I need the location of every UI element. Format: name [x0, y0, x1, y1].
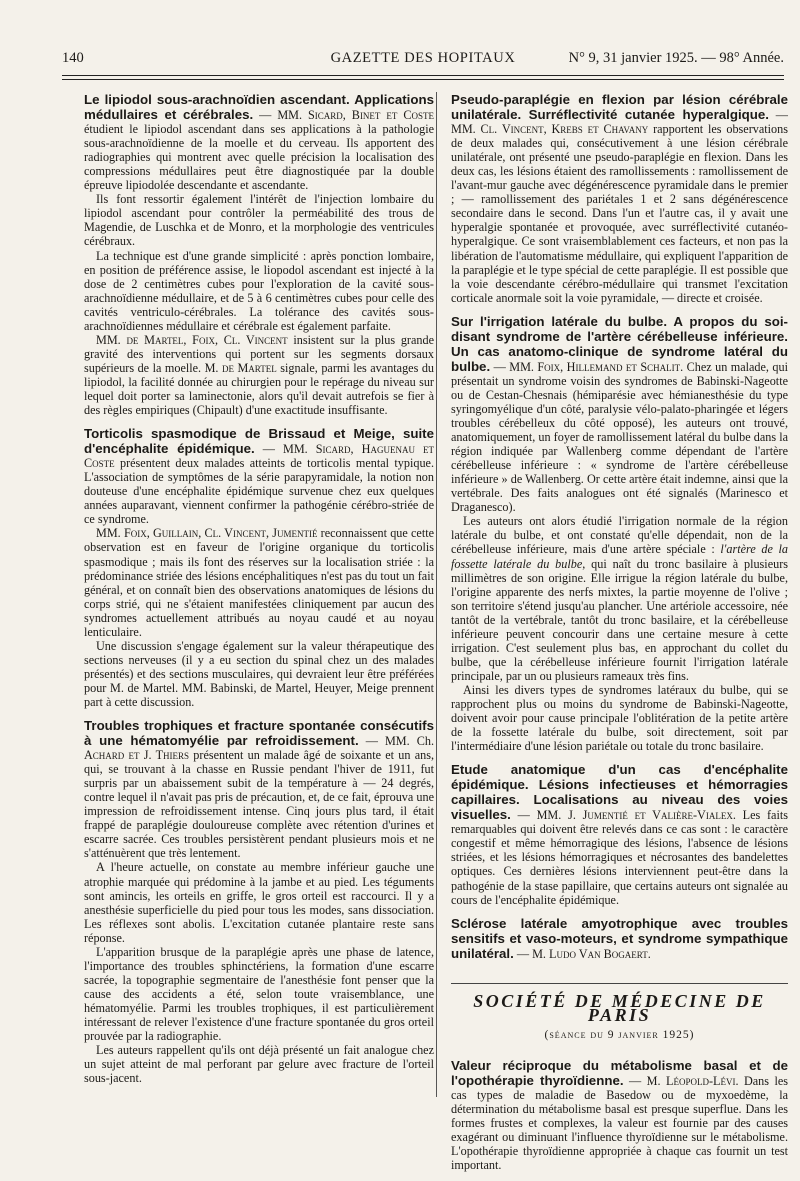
article-title: Pseudo-paraplégie en flexion par lésion cérébrale unilatérale. Surréflectivité cutanée hyperalgique. [451, 92, 788, 123]
article-paragraph: Ainsi les divers types de syndromes latéraux du bulbe, qui se rapprochent plus ou moins du syndrome de Babinski-Nageotte, doivent avoir pour cause principale l'oblitération de la petite artère de la fossette latérale du bulbe, soit directement, soit par l'intermédiaire d'une lésion pariétale ou totale du tronc basilaire. [451, 682, 788, 754]
article-paragraph: Troubles trophiques et fracture spontanée consécutifs à une hématomyélie par refroidissement. — MM. Ch. Achard et J. Thiers présentent un malade âgé de soixante et un ans, qui, se trouvant à la chasse en Russie pendant l'hiver de 1911, fut surpris par un abaissement subit de la température à — 24 degrés, contre lequel il n'avait pas pris de précaution, et, de ce fait, éprouva une impression de refroidissement intense. Cinq jours plus tard, il était frappé de paraplégie douloureuse complète avec rétention d'urines et escarre sacrée. Ces troubles persistèrent pendant plusieurs mois et ne s'atténuèrent que très lentement. [84, 718, 435, 861]
article-title: Valeur réciproque du métabolisme basal et de l'opothérapie thyroïdienne. [451, 1057, 788, 1088]
session-date: (séance du 9 janvier 1925) [544, 1028, 695, 1041]
article-paragraph: Pseudo-paraplégie en flexion par lésion cérébrale unilatérale. Surréflectivité cutanée hyperalgique. — MM. Cl. Vincent, Krebs et Chavany rapportent les observations de deux malades qui, consécutivement à une lésion cérébrale unilatérale, ont présenté une pseudo-paraplégie en flexion. Dans les deux cas, les lésions étaient des ramollissements : ramollissement de l'avant-mur gauche avec dégénérescence pyramidale dans le premier ; — ramollissement des pariétales 1 et 2 sans dégénérescence secondaire dans le second. Dans l'un et l'autre cas, il y avait une hyperalgie spontanée et provoquée, avec surréflectivité cutanéo-hyperalgique. Ce sont vraisemblablement ces facteurs, et non pas la libération de l'automatisme médullaire, qui expliquent l'apparition de la paraplégie et le type spécial de cette paraplégie. Il est possible que la voie descendante cérébro-médullaire qui transmet l'excitation corticale anormale soit la voie pyramidale, — directe et croisée. [451, 92, 788, 305]
article-paragraph: Valeur réciproque du métabolisme basal et de l'opothérapie thyroïdienne. — M. Léopold-Lévi. Dans les cas types de maladie de Basedow ou de myxoedème, la détermination du métabolisme basal est presque superflue. Dans les formes frustes et complexes, la valeur est fournie par des causes exagérant ou diminuant l'influence thyroïdienne sur le métabolisme. L'opothérapie thyroïdienne appropriée à chaque cas fournit un test important. [451, 1057, 788, 1173]
article-title: Torticolis spasmodique de Brissaud et Meige, suite d'encéphalite épidémique. [84, 426, 434, 457]
society-section-header [451, 983, 788, 1042]
journal-title: GAZETTE DES HOPITAUX [330, 50, 516, 66]
article-title: Le lipiodol sous-arachnoïdien ascendant. Applications médullaires et cérébrales. [84, 92, 434, 123]
authors: Sicard, Binet et Coste [308, 108, 434, 123]
authors: de Martel, Foix, Cl. Vincent [126, 332, 288, 347]
header-rule-top [62, 75, 784, 76]
article-paragraph: Ils font ressortir également l'intérêt de l'injection lombaire du lipiodol ascendant pour contrôler la perméabilité des trous de Magendie, de Luschka et de Monro, et la morphologie des ventricules cérébraux. [84, 192, 434, 249]
article-paragraph: MM. de Martel, Foix, Cl. Vincent insistent sur la plus grande gravité des interventions qui portent sur les segments dorsaux supérieurs de la moelle. M. de Martel signale, parmi les avantages du lipiodol, la facilité donnée au chirurgien pour le repérage du niveau sur lequel doit porter sa laminectonie, alors qu'il devait autrefois se fier à des règles empiriques (Chipault) d'une exactitude insuffisante. [84, 332, 435, 418]
article-title: Sclérose latérale amyotrophique avec troubles sensitifs et vaso-moteurs, et syndrome sympathique unilatéral. [451, 915, 788, 961]
article-irrigation-bulbe [451, 314, 788, 753]
issue-info: N° 9, 31 janvier 1925. — 98° Année. [568, 50, 784, 66]
authors: Sicard, Haguenau et Coste [84, 442, 434, 471]
article-paragraph: MM. Foix, Guillain, Cl. Vincent, Jumentié reconnaissent que cette observation est en faveur de l'origine organique du torticolis spasmodique ; mais ils font des réserves sur la localisation striée : la prédominance striée des lésions encéphalitiques n'est pas du tout un fait général, et on connaît bien des observations anatomiques de lésions du corps strié, qui ne s'étaient manifestées cliniquement par aucun des syndromes actuellement attribués au noyau caudé et au noyau lenticulaire. [84, 526, 434, 639]
authors: Foix, Guillain, Cl. Vincent, Jumentié [123, 526, 318, 541]
article-title: Sur l'irrigation latérale du bulbe. A propos du soi-disant syndrome de l'artère cérébelleuse inférieure. Un cas anatomo-clinique de syndrome latéral du bulbe. [451, 313, 788, 374]
authors: Léopold-Lévi [666, 1073, 736, 1088]
article-title: Troubles trophiques et fracture spontanée consécutifs à une hématomyélie par refroidissement. [84, 718, 434, 749]
society-title: SOCIÉTÉ DE MÉDECINE DE PARIS [473, 990, 766, 1025]
article-paragraph: Etude anatomique d'un cas d'encéphalite épidémique. Lésions infectieuses et hémorragies capillaires. Localisations au niveau des voies visuelles. — MM. J. Jumentié et Valière-Vialex. Les faits remarquables qui doivent être relevés dans ce cas sont : le caractère congestif et même hémorragique des lésions, l'absence de lésions striées, et les lésions hémorragiques et nécrosantes des bandelettes optiques. Ces dernières lésions interviennent peut-être dans la pathogénie de la stase papillaire, que certains auteurs ont signalée au cours de l'encéphalite épidémique. [451, 762, 788, 907]
article-paragraph: Sclérose latérale amyotrophique avec troubles sensitifs et vaso-moteurs, et syndrome sympathique unilatéral. — M. Ludo Van Bogaert. [451, 915, 788, 961]
article-lipiodol [84, 92, 434, 417]
article-paragraph: Une discussion s'engage également sur la valeur thérapeutique des sections nerveuses (il y a eu section du spinal chez un des malades présentés) et des sections musculaires, qui devraient leur être préférées pour M. de Martel. MM. Babinski, de Martel, Heuyer, Meige prennent part à cette discussion. [84, 638, 434, 709]
article-paragraph: L'apparition brusque de la paraplégie après une phase de latence, l'importance des troubles sphinctériens, la formation d'une escarre sacrée, la topographie segmentaire de l'anesthésie font penser que la cause des accidents a été, selon toute vraisemblance, une hématomyélie. Parmi les troubles trophiques, il est particulièrement intéressant de relever l'existence d'une fracture spontanée du gros orteil prouvée par la radiographie. [84, 944, 434, 1044]
left-column [84, 92, 434, 1094]
article-paragraph: Le lipiodol sous-arachnoïdien ascendant. Applications médullaires et cérébrales. — MM. Sicard, Binet et Coste étudient le lipiodol ascendant dans ses applications à la pathologie sous-arachnoïdienne de la moelle et du cerveau. Ils apportent des radiographies qui montrent avec quelle précision la localisation des compressions médullaires peut être diagnostiquée par la double épreuve lipiodolée descendante et ascendante. [84, 92, 434, 193]
article-torticolis [84, 426, 434, 709]
authors: Jumentié et Valière-Vialex [582, 808, 733, 823]
article-troubles-trophiques [84, 718, 434, 1085]
italic-term: l'artère de la fossette latérale du bulbe [451, 542, 788, 571]
authors: de Martel [221, 360, 277, 375]
article-metabolisme [451, 1058, 788, 1172]
article-pseudo-paraplegie [451, 92, 788, 305]
article-paragraph: Sur l'irrigation latérale du bulbe. A propos du soi-disant syndrome de l'artère cérébelleuse inférieure. Un cas anatomo-clinique de syndrome latéral du bulbe. — MM. Foix, Hillemand et Schalit. Chez un malade, qui présentait un syndrome voisin des syndromes de Babinski-Nageotte ou de Cestan-Chesnais (hémiparésie avec hémianesthésie du type syringomyélique d'un côté, paralysie vélo-palato-pharingée et légers troubles cérébelleux du côté opposé), les auteurs ont trouvé, anatomiquement, un foyer de ramollissement latéral du bulbe dans la région indiquée par Wallenberg comme dépendant de l'artère cérébelleuse inférieure : « syndrome de l'artère cérébelleuse inférieure » de Wallenberg. Or cette artère était indemne, ainsi que la vertébrale. Des faits analogues ont été signalés (Marinesco et Draganesco). [451, 313, 788, 515]
column-separator [436, 92, 437, 1097]
article-paragraph: Les auteurs ont alors étudié l'irrigation normale de la région latérale du bulbe, et ont constaté qu'elle dépendait, non de la cérébelleuse inférieure, mais d'une artère spéciale : l'artère de la fossette latérale du bulbe, qui naît du tronc basilaire à plusieurs millimètres de son origine. Elle irrigue la région latérale du bulbe, l'origine apparente des nerfs mixtes, la partie moyenne de l'olive ; son territoire s'étend jusqu'au plancher. Une artériole accessoire, née tantôt de la vertébrale, tantôt du tronc basilaire, et la cérébelleuse inférieure peuvent concourir dans une certaine mesure à cette irrigation. C'est seulement plus bas, en approchant du collet du bulbe, que la cérébelleuse inférieure fournit l'irrigation latérale principale, par un ou plusieurs rameaux très fins. [451, 514, 788, 683]
authors: Foix, Hillemand et Schalit [537, 359, 681, 374]
authors: Cl. Vincent, Krebs et Chavany [480, 122, 649, 137]
section-rule [451, 983, 788, 984]
article-paragraph: Les auteurs rappellent qu'ils ont déjà présenté un fait analogue chez un sujet atteint de mal perforant par gelure avec fracture de l'orteil sous-jacent. [84, 1043, 434, 1086]
article-sclerose [451, 916, 788, 961]
page-number: 140 [62, 50, 84, 66]
authors: Achard et J. Thiers [84, 748, 190, 763]
article-encephalite [451, 762, 788, 906]
article-paragraph: La technique est d'une grande simplicité : après ponction lombaire, en position de préférence assise, le liopodol ascendant est injecté à la dose de 2 centimètres cubes pour l'exploration de la cavité sous-arachnoïdienne médullaire, et de 5 à 6 centimètres cubes pour celle des cavités ventriculo-cérébrales. La tolérance des cavités sous-arachnoïdiennes médullaire et cérébrale est également parfaite. [84, 248, 434, 333]
article-paragraph: Torticolis spasmodique de Brissaud et Meige, suite d'encéphalite épidémique. — MM. Sicard, Haguenau et Coste présentent deux malades atteints de torticolis mental typique. L'association de symptômes de la série parapyramidale, la notion non douteuse d'une encéphalite épidémique survenue chez eux quelques années auparavant, viennent confirmer la pathogénie cérébro-striée de ce syndrome. [84, 426, 434, 527]
authors: Ludo Van Bogaert [549, 946, 648, 961]
right-column [451, 92, 788, 1181]
header-rule-bottom [62, 79, 784, 80]
article-paragraph: A l'heure actuelle, on constate au membre inférieur gauche une atrophie marquée qui prédomine à la jambe et au pied. Les téguments sont amincis, les orteils en griffe, le gros orteil est raccourci. Il y a anesthésie superficielle du pied pour tous les modes, sans dissociation. Les réflexes sont abolis. L'excitation cutanée plantaire reste sans réponse. [84, 860, 434, 945]
article-title: Etude anatomique d'un cas d'encéphalite épidémique. Lésions infectieuses et hémorragies capillaires. Localisations au niveau des voies visuelles. [451, 762, 788, 823]
page-header [62, 50, 784, 70]
